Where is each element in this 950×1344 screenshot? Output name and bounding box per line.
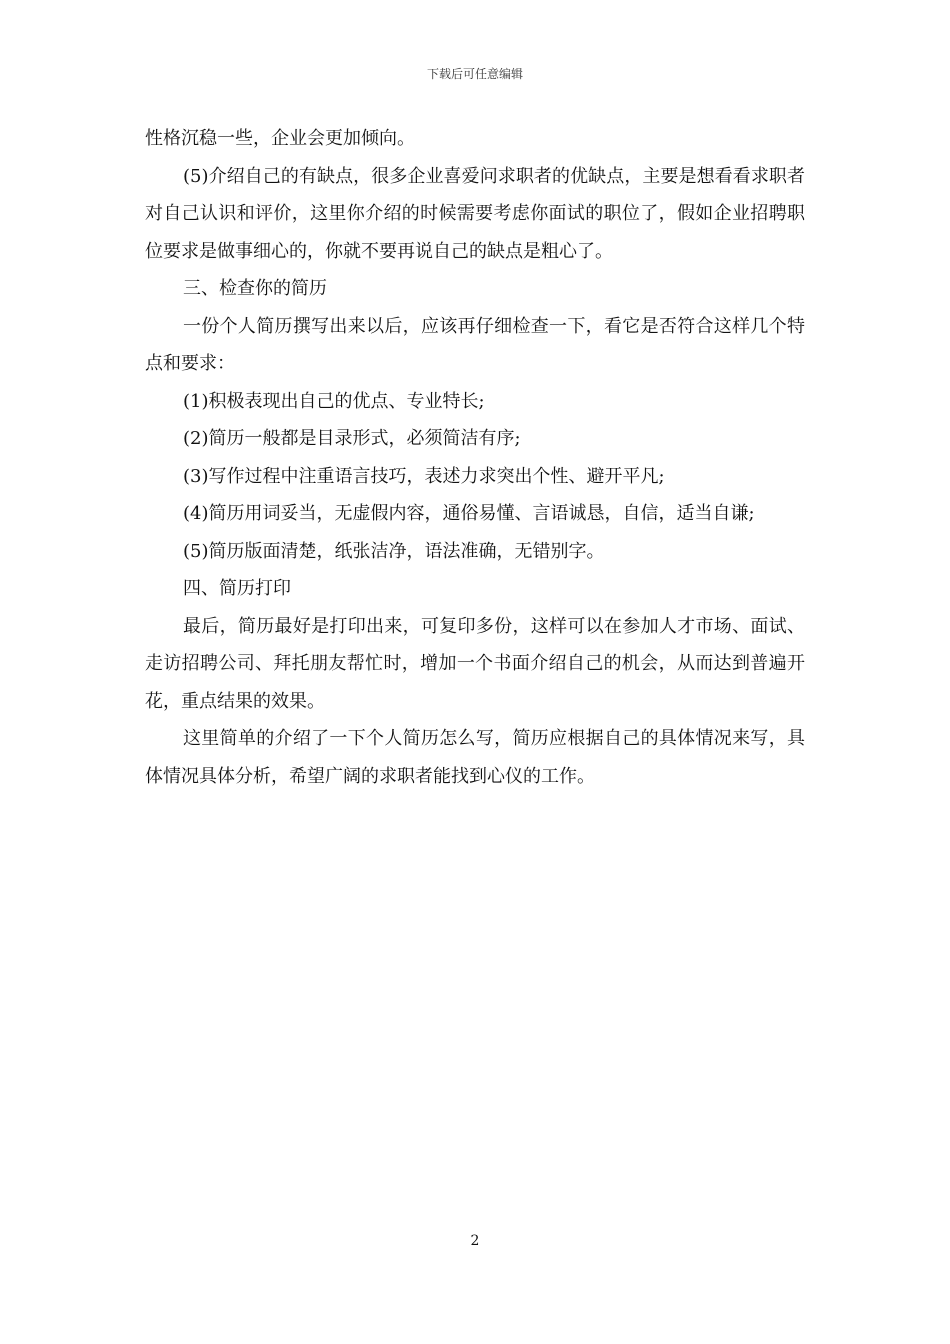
paragraph-continuation: 性格沉稳一些，企业会更加倾向。 — [145, 128, 415, 149]
section-heading-check-resume: 三、检查你的简历 — [183, 278, 327, 299]
paragraph-print: 最后，简历最好是打印出来，可复印多份，这样可以在参加人才市场、面试、走访招聘公司、拜托朋友帮忙时，增加一个书面介绍自己的机会，从而达到普遍开花，重点结果的效果。 — [145, 615, 805, 712]
list-item-3: (3)写作过程中注重语言技巧，表述力求突出个性、避开平凡; — [183, 465, 665, 487]
list-item-2: (2)简历一般都是目录形式，必须简洁有序; — [183, 428, 521, 449]
list-item-1: (1)积极表现出自己的优点、专业特长; — [183, 390, 485, 412]
section-heading-print-resume: 四、简历打印 — [183, 578, 291, 599]
paragraph-weakness-point: (5)介绍自己的有缺点，很多企业喜爱问求职者的优缺点，主要是想看看求职者对自己认识和评价，这里你介绍的时候需要考虑你面试的职位了，假如企业招聘职位要求是做事细心的，你就不要再说自己的缺点是粗心了。 — [145, 165, 805, 262]
paragraph-check-intro: 一份个人简历撰写出来以后，应该再仔细检查一下，看它是否符合这样几个特点和要求： — [145, 315, 805, 374]
list-item-4: (4)简历用词妥当，无虚假内容，通俗易懂、言语诚恳，自信，适当自谦; — [183, 503, 755, 524]
document-body — [145, 120, 805, 795]
page-number: 2 — [470, 1233, 480, 1249]
page-header: 下载后可任意编辑 — [426, 67, 523, 81]
list-item-5: (5)简历版面清楚，纸张洁净，语法准确，无错别字。 — [183, 540, 605, 562]
paragraph-conclusion: 这里简单的介绍了一下个人简历怎么写，简历应根据自己的具体情况来写，具体情况具体分析，希望广阔的求职者能找到心仪的工作。 — [145, 728, 805, 787]
